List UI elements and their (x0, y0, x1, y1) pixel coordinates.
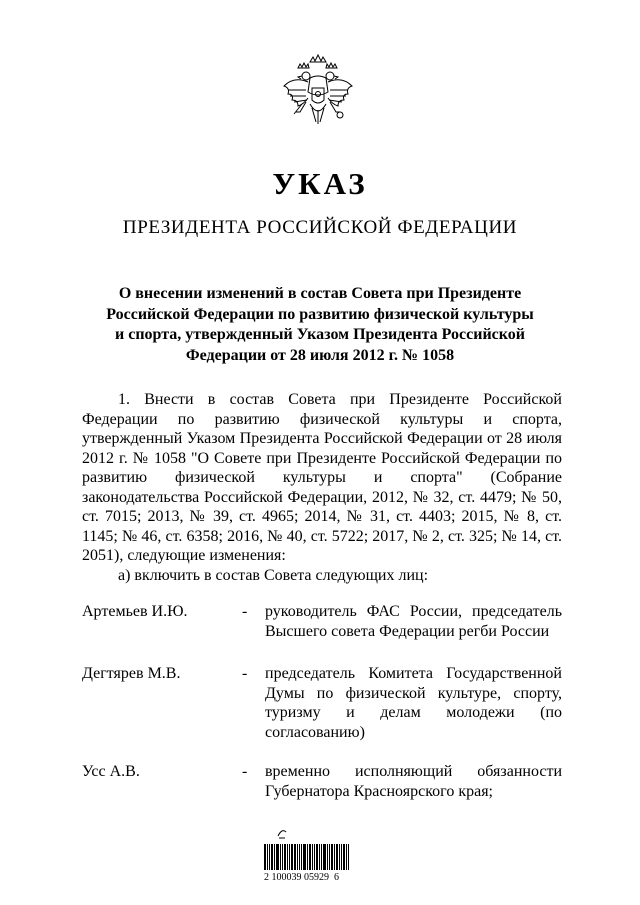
item-a: а) включить в состав Совета следующих лиц: (118, 566, 429, 584)
document-subtitle: ПРЕЗИДЕНТА РОССИЙСКОЙ ФЕДЕРАЦИИ (122, 217, 518, 238)
member-description: временно исполняющий обязанности Губернатора Красноярского края; (265, 763, 562, 800)
document-body (82, 390, 562, 585)
member-name: Дегтярев М.В. (82, 665, 181, 682)
coat-of-arms-emblem (276, 52, 360, 142)
stamp-mark-icon (276, 826, 288, 840)
member-dash: - (242, 603, 248, 620)
document-heading: О внесении изменений в состав Совета при Президенте Российской Федерации по развитию физической культуры и спорта, утвержденный Указом Президента Российской Федерации от 28 июля 2012 г. № 1058 (106, 285, 534, 364)
document-footer (264, 826, 354, 886)
barcode-number: 2 100039 05929 6 (264, 872, 339, 883)
member-dash: - (242, 763, 248, 780)
member-name: Артемьев И.Ю. (82, 603, 188, 620)
member-dash: - (242, 665, 248, 682)
member-description: руководитель ФАС России, председатель Высшего совета Федерации регби России (265, 603, 562, 640)
barcode-icon (264, 844, 352, 870)
document-title: УКАЗ (272, 166, 368, 201)
member-description: председатель Комитета Государственной Думы по физической культуре, спорту, туризму и делам молодежи (по согласованию) (265, 665, 562, 741)
paragraph-1: 1. Внести в состав Совета при Президенте Российской Федерации по развитию физической культуры и спорта, утвержденный Указом Президента Российской Федерации от 28 июля 2012 г. № 1058 "О Совете при Президенте Российской Федерации по развитию физической культуры и спорта" (Собрание законодательства Российской Федерации, 2012, № 32, ст. 4479; № 50, ст. 7015; 2013, № 39, ст. 4965; 2014, № 31, ст. 4403; 2015, № 8, ст. 1145; № 46, ст. 6358; 2016, № 40, ст. 5722; 2017, № 2, ст. 325; № 14, ст. 2051), следующие изменения: (82, 391, 562, 564)
member-name: Усс А.В. (82, 763, 140, 780)
